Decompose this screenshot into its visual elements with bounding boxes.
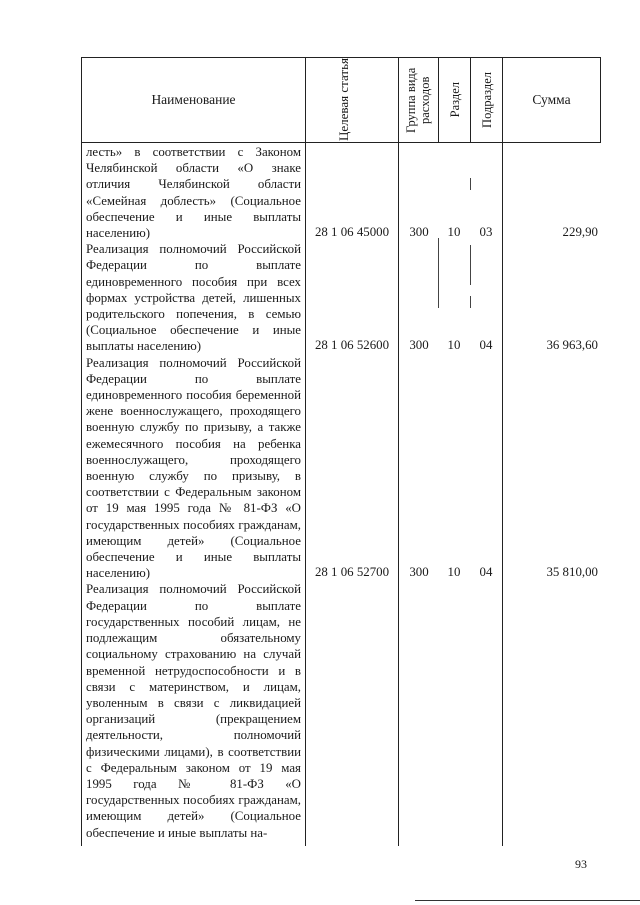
column-divider-group [398, 57, 399, 846]
scan-tick [470, 296, 471, 308]
header-target-label: Целевая статья [336, 58, 351, 142]
table-left-border [81, 57, 82, 846]
scan-tick [470, 245, 471, 285]
row-name: Реализация полномочий Российской Федерации по выплате государственных пособий лицам, не подлежащим обязательному социальному страхованию на случай временной нетрудоспособности и в связи с материнством, и лицам, уволенным в связи с ликвидацией организаций (прекращением деятельности, полномочий физическими лицами), в соответствии с Федеральным законом от 19 мая 1995 года № 81-ФЗ «О государственных пособиях гражданам, имеющим детей» (Социальное обеспечение и иные выплаты на- [86, 582, 301, 840]
row-target-article: 28 1 06 52600 [314, 338, 390, 352]
row-sum: 36 963,60 [546, 338, 598, 352]
column-divider-target [305, 57, 306, 846]
header-section-label: Раздел [447, 82, 462, 118]
header-section [439, 57, 470, 143]
row-name: лесть» в соответствии с Законом Челябинской области «О знаке отличия Челябинской области «Семейная доблесть» (Социальное обеспечение и иные выплаты населению) [86, 145, 301, 241]
row-expense-group: 300 [409, 338, 429, 352]
header-subsection-label: Подраздел [479, 72, 494, 128]
row-subsection: 04 [479, 565, 493, 579]
scan-tick [438, 238, 439, 308]
table-right-border [600, 57, 601, 143]
header-subsection [471, 57, 502, 143]
row-sum: 229,90 [562, 225, 598, 239]
row-subsection: 04 [479, 338, 493, 352]
scan-tick [470, 178, 471, 190]
header-group-label: Группа вида расходов [403, 67, 432, 133]
row-expense-group: 300 [409, 565, 429, 579]
row-target-article: 28 1 06 52700 [314, 565, 390, 579]
row-target-article: 28 1 06 45000 [314, 225, 390, 239]
header-sum-label: Сумма [532, 92, 571, 107]
footer-rule [415, 900, 640, 901]
header-name-label: Наименование [151, 92, 236, 107]
row-section: 10 [447, 338, 461, 352]
row-expense-group: 300 [409, 225, 429, 239]
row-subsection: 03 [479, 225, 493, 239]
page-number: 93 [575, 857, 587, 871]
header-expense-group [399, 57, 438, 143]
row-section: 10 [447, 225, 461, 239]
header-name [82, 57, 305, 143]
row-section: 10 [447, 565, 461, 579]
row-sum: 35 810,00 [546, 565, 598, 579]
row-name: Реализация полномочий Российской Федерации по выплате единовременного пособия беременной жене военнослужащего, проходящего военную службу по призыву, а также ежемесячного пособия на ребенка военнослужащего, проходящего военную службу по призыву, в соответствии с Федеральным законом от 19 мая 1995 года № 81-ФЗ «О государственных пособиях гражданам, имеющим детей» (Социальное обеспечение и иные выплаты населению) [86, 355, 301, 581]
row-name: Реализация полномочий Российской Федерации по выплате единовременного пособия при всех формах устройства детей, лишенных родительского попечения, в семью (Социальное обеспечение и иные выплаты населению) [86, 242, 301, 354]
header-sum [503, 57, 600, 143]
column-divider-sum [502, 57, 503, 846]
name-column [86, 144, 301, 841]
header-target-article [306, 57, 398, 143]
